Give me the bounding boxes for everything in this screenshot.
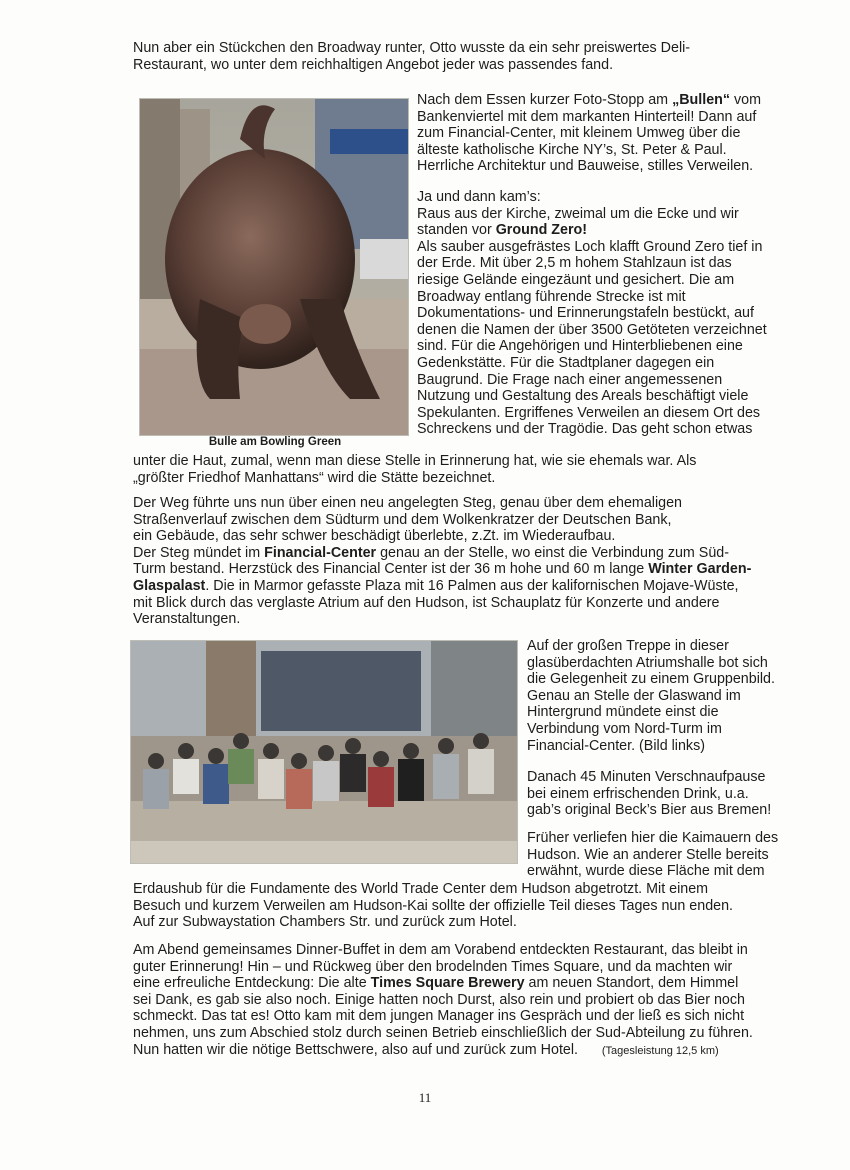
paragraph-hudson: Früher verliefen hier die Kaimauern des Hudson. Wie an anderer Stelle bereits erwähnt, wurde diese Fläche mit dem [527,830,779,880]
paragraph-evening: Am Abend gemeinsames Dinner-Buffet in dem am Vorabend entdeckten Restaurant, das bleibt in guter Erinnerung! Hin – und Rückweg über den brodelnden Times Square, und da machten wir eine erfreuliche Entdeckung: Die alte Times Square Brewery am neuen Standort, dem Himmel sei Dank, es gab sie also noch. Einige hatten noch Durst, also rein und probiert ob das Bier noch schmeckt. Das tat es! Otto kam mit dem jungen Manager ins Gespräch und der ließ es sich nicht nehmen, uns zum Abschied stolz durch seinen Betrieb einschließlich der Sud-Abteilung zu führen. Nun hatten wir die nötige Bettschwere, also auf und zurück zum Hotel. (Tagesleistung 12,5 km) [133,942,753,1058]
page-number: 11 [418,1090,432,1105]
daily-distance-note: (Tagesleistung 12,5 km) [601,1044,719,1057]
group-photo [130,640,518,864]
paragraph-group-picture: Auf der großen Treppe in dieser glasüberdachten Atriumshalle bot sich die Gelegenheit zu einem Gruppenbild. Genau an Stelle der Glaswand im Hintergrund mündete einst die Verbindung vom Nord-Turm im Financial-Center. (Bild links) [527,638,775,754]
paragraph-deli: Nun aber ein Stückchen den Broadway runter, Otto wusste da ein sehr preiswertes Deli- Restaurant, wo unter dem reichhaltigen Angebot jeder was passendes fand. [133,40,691,73]
bull-photo [139,98,409,436]
paragraph-bull: Nach dem Essen kurzer Foto-Stopp am „Bullen“ vom Bankenviertel mit dem markanten Hinterteil! Dann auf zum Financial-Center, mit kleinem Umweg über die älteste katholische Kirche NY’s, St. Peter & Paul. Herrliche Architektur und Bauweise, stilles Verweilen. [417,92,762,175]
paragraph-ground-zero: Ja und dann kam’s: Raus aus der Kirche, zweimal um die Ecke und wir standen vor Ground Zero! Als sauber ausgefrästes Loch klafft Ground Zero tief in der Erde. Mit über 2,5 m hohem Stahlzaun ist das riesige Gelände eingezäunt und gesichert. Die am Broadway entlang führende Strecke ist mit Dokumentations- und Erinnerungstafeln bestückt, auf denen die Namen der über 3500 Getöteten verzeichnet sind. Für die Angehörigen und Hinterbliebenen eine Gedenkstätte. Für die Stadtplaner dagegen ein Baugrund. Die Frage nach einer angemessenen Nutzung und Gestaltung des Areals beschäftigt viele Spekulanten. Ergriffenes Verweilen an diesem Ort des Schreckens und der Tragödie. Das geht schon etwas [417,189,767,438]
paragraph-ground-zero-cont: unter die Haut, zumal, wenn man diese Stelle in Erinnerung hat, wie sie ehemals war. Als „größter Friedhof Manhattans“ wird die Stätte bezeichnet. [133,453,697,486]
bull-photo-caption: Bulle am Bowling Green [208,436,342,448]
paragraph-hudson-cont: Erdaushub für die Fundamente des World Trade Center dem Hudson abgetrotzt. Mit einem Besuch und kurzem Verweilen am Hudson-Kai sollte der offizielle Teil dieses Tages nun enden. Auf zur Subwaystation Chambers Str. und zurück zum Hotel. [133,881,734,931]
paragraph-financial-center: Der Weg führte uns nun über einen neu angelegten Steg, genau über dem ehemaligen Straßenverlauf zwischen dem Südturm und dem Wolkenkratzer der Deutschen Bank, ein Gebäude, das sehr schwer beschädigt überlebte, z.Zt. im Wiederaufbau. Der Steg mündet im Financial-Center genau an der Stelle, wo einst die Verbindung zum Süd- Turm bestand. Herzstück des Financial Center ist der 36 m hohe und 60 m lange Winter Garden- Glaspalast. Die in Marmor gefasste Plaza mit 16 Palmen aus der kalifornischen Mojave-Wüste, mit Blick durch das verglaste Atrium auf den Hudson, ist Schauplatz für Konzerte und andere Veranstaltungen. [133,495,752,628]
paragraph-drink: Danach 45 Minuten Verschnaufpause bei einem erfrischenden Drink, u.a. gab’s original Beck’s Bier aus Bremen! [527,769,772,819]
